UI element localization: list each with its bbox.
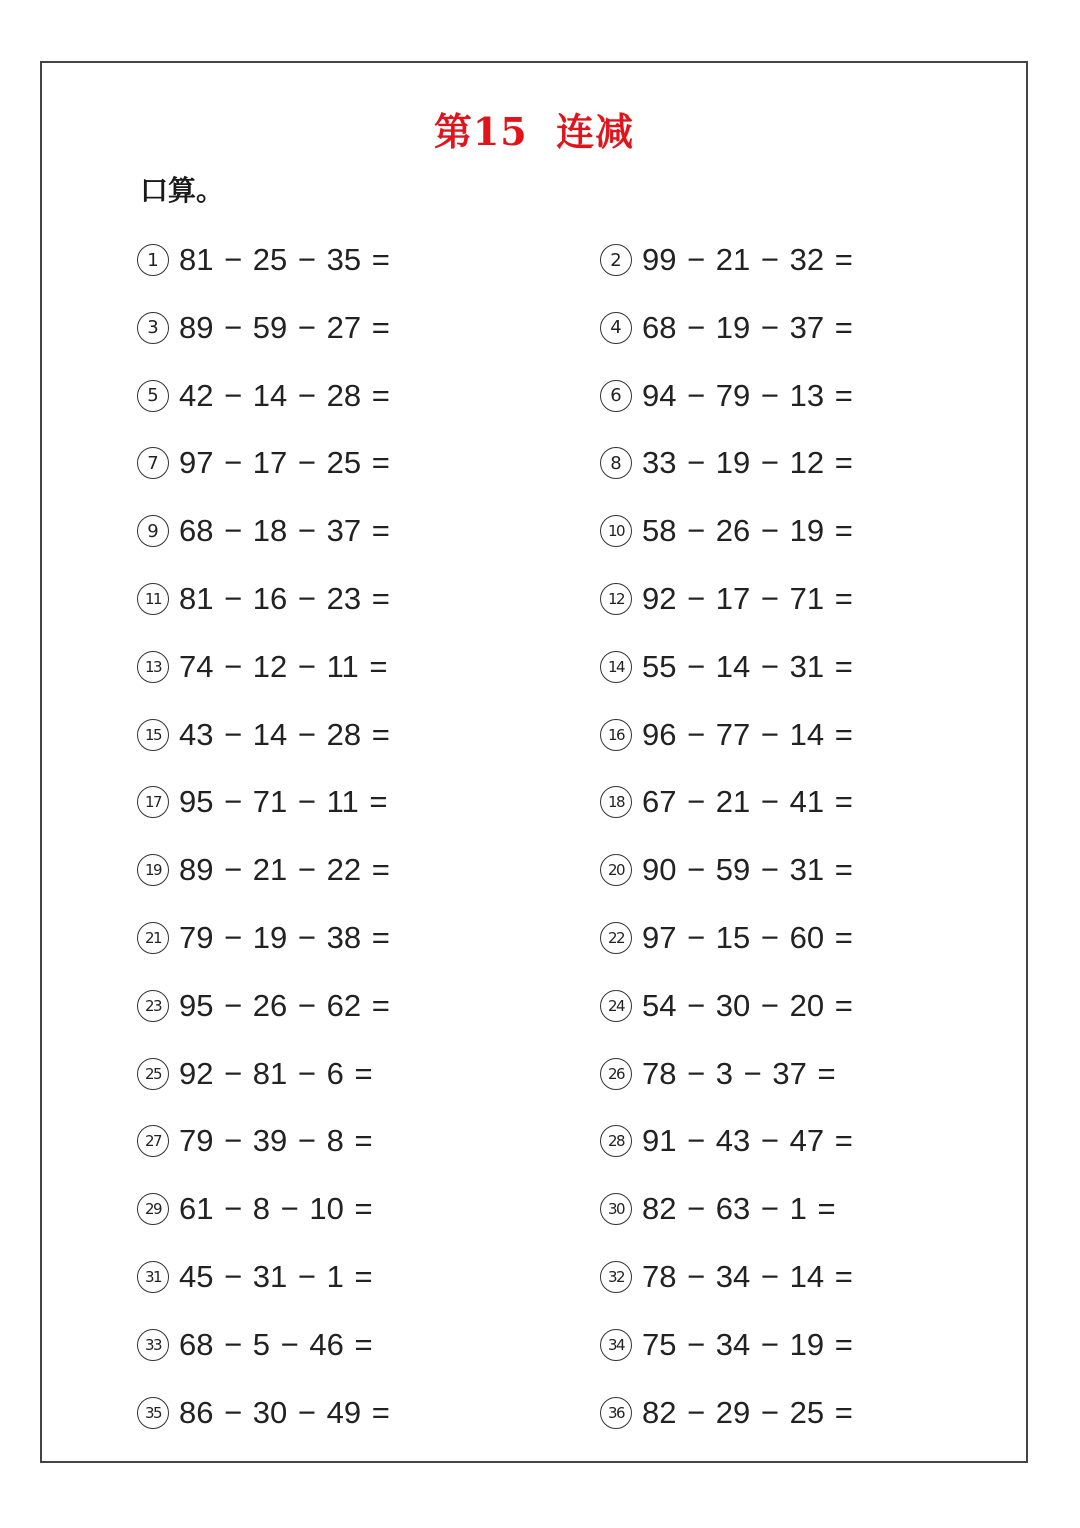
problem-expression: 33 − 19 − 12 = xyxy=(642,445,853,481)
problem-number: 20 xyxy=(600,854,632,886)
instruction-label: 口算。 xyxy=(140,174,225,207)
problem-item xyxy=(600,441,853,485)
problem-expression: 68 − 18 − 37 = xyxy=(179,513,390,549)
problem-item xyxy=(137,848,390,892)
problem-number: 33 xyxy=(137,1329,169,1361)
problem-item xyxy=(137,984,390,1028)
problem-expression: 81 − 16 − 23 = xyxy=(179,581,390,616)
problem-number: 18 xyxy=(600,786,632,818)
problem-expression: 79 − 39 − 8 = xyxy=(179,1123,373,1159)
problem-item xyxy=(137,1255,373,1299)
problem-item xyxy=(600,1391,853,1435)
problem-item xyxy=(600,645,853,689)
problem-number: 28 xyxy=(600,1125,632,1157)
problem-expression: 78 − 3 − 37 = xyxy=(642,1055,836,1091)
problem-expression: 54 − 30 − 20 = xyxy=(642,987,853,1023)
problem-item xyxy=(600,713,853,757)
problem-number: 36 xyxy=(600,1397,632,1429)
problem-expression: 91 − 43 − 47 = xyxy=(642,1123,853,1159)
problem-item xyxy=(137,238,390,282)
problem-item xyxy=(600,916,853,960)
problem-expression: 95 − 26 − 62 = xyxy=(179,987,390,1023)
problem-expression: 68 − 19 − 37 = xyxy=(642,309,853,345)
problem-item xyxy=(137,780,388,824)
problem-number: 21 xyxy=(137,922,169,954)
problem-item xyxy=(137,1391,390,1435)
problem-item xyxy=(137,306,390,350)
problem-item xyxy=(137,916,390,960)
problem-expression: 90 − 59 − 31 = xyxy=(642,852,853,888)
problem-number: 11 xyxy=(137,583,169,615)
problem-expression: 95 − 71 − 11 = xyxy=(179,784,388,820)
problem-item xyxy=(137,374,390,418)
problem-number: 7 xyxy=(137,447,169,479)
problem-expression: 96 − 77 − 14 = xyxy=(642,716,853,752)
problem-item xyxy=(137,645,388,689)
problem-item xyxy=(137,1119,373,1163)
problem-expression: 99 − 21 − 32 = xyxy=(642,242,853,277)
problem-expression: 61 − 8 − 10 = xyxy=(179,1191,373,1227)
problem-number: 4 xyxy=(600,312,632,344)
problem-expression: 97 − 15 − 60 = xyxy=(642,920,853,955)
problem-number: 22 xyxy=(600,922,632,954)
problem-item xyxy=(600,509,853,553)
problem-item xyxy=(600,984,853,1028)
problem-number: 9 xyxy=(137,515,169,547)
problem-number: 25 xyxy=(137,1058,169,1090)
problem-item xyxy=(137,509,390,553)
problem-item xyxy=(137,713,390,757)
problem-item xyxy=(600,1052,836,1096)
problem-number: 24 xyxy=(600,990,632,1022)
problem-number: 1 xyxy=(137,244,169,276)
problem-item xyxy=(600,1119,853,1163)
problem-expression: 67 − 21 − 41 = xyxy=(642,784,853,820)
problem-item xyxy=(137,441,390,485)
problem-item xyxy=(600,306,853,350)
problem-item xyxy=(137,1323,373,1367)
problem-expression: 82 − 29 − 25 = xyxy=(642,1394,853,1430)
problem-item xyxy=(600,1187,836,1231)
problem-expression: 74 − 12 − 11 = xyxy=(179,648,388,684)
problem-number: 29 xyxy=(137,1193,169,1225)
problem-expression: 97 − 17 − 25 = xyxy=(179,445,390,481)
problem-item xyxy=(600,848,853,892)
problem-expression: 55 − 14 − 31 = xyxy=(642,648,853,684)
problem-number: 16 xyxy=(600,719,632,751)
problem-expression: 68 − 5 − 46 = xyxy=(179,1326,373,1362)
problem-expression: 92 − 17 − 71 = xyxy=(642,581,853,616)
problem-expression: 89 − 21 − 22 = xyxy=(179,852,390,888)
problem-expression: 92 − 81 − 6 = xyxy=(179,1055,373,1091)
problem-number: 8 xyxy=(600,447,632,479)
problem-number: 17 xyxy=(137,786,169,818)
problem-number: 19 xyxy=(137,854,169,886)
problem-item xyxy=(600,374,853,418)
worksheet-page xyxy=(40,61,1028,1463)
problem-expression: 58 − 26 − 19 = xyxy=(642,513,853,549)
problem-expression: 89 − 59 − 27 = xyxy=(179,309,390,345)
problem-expression: 82 − 63 − 1 = xyxy=(642,1191,836,1227)
problem-expression: 78 − 34 − 14 = xyxy=(642,1259,853,1294)
problem-number: 6 xyxy=(600,380,632,412)
problem-number: 26 xyxy=(600,1058,632,1090)
problem-number: 30 xyxy=(600,1193,632,1225)
problem-number: 10 xyxy=(600,515,632,547)
problem-number: 23 xyxy=(137,990,169,1022)
problem-number: 14 xyxy=(600,651,632,683)
problem-number: 35 xyxy=(137,1397,169,1429)
problem-number: 15 xyxy=(137,719,169,751)
problem-item xyxy=(600,1323,853,1367)
problem-item xyxy=(600,780,853,824)
problem-number: 12 xyxy=(600,583,632,615)
problem-number: 32 xyxy=(600,1261,632,1293)
problem-number: 3 xyxy=(137,312,169,344)
problem-expression: 81 − 25 − 35 = xyxy=(179,242,390,277)
problem-item xyxy=(600,1255,853,1299)
problem-item xyxy=(137,1187,373,1231)
problem-number: 2 xyxy=(600,244,632,276)
problem-number: 27 xyxy=(137,1125,169,1157)
problem-expression: 94 − 79 − 13 = xyxy=(642,377,853,413)
problem-item xyxy=(600,238,853,282)
problem-expression: 45 − 31 − 1 = xyxy=(179,1259,373,1294)
problem-item xyxy=(137,1052,373,1096)
problem-number: 13 xyxy=(137,651,169,683)
problem-expression: 75 − 34 − 19 = xyxy=(642,1326,853,1362)
problem-number: 34 xyxy=(600,1329,632,1361)
problem-expression: 86 − 30 − 49 = xyxy=(179,1394,390,1430)
page-title: 第15 连减 xyxy=(433,109,635,154)
problem-item xyxy=(600,577,853,621)
problem-number: 5 xyxy=(137,380,169,412)
problem-expression: 79 − 19 − 38 = xyxy=(179,920,390,955)
problem-expression: 43 − 14 − 28 = xyxy=(179,716,390,752)
problem-expression: 42 − 14 − 28 = xyxy=(179,377,390,413)
problem-item xyxy=(137,577,390,621)
problem-number: 31 xyxy=(137,1261,169,1293)
